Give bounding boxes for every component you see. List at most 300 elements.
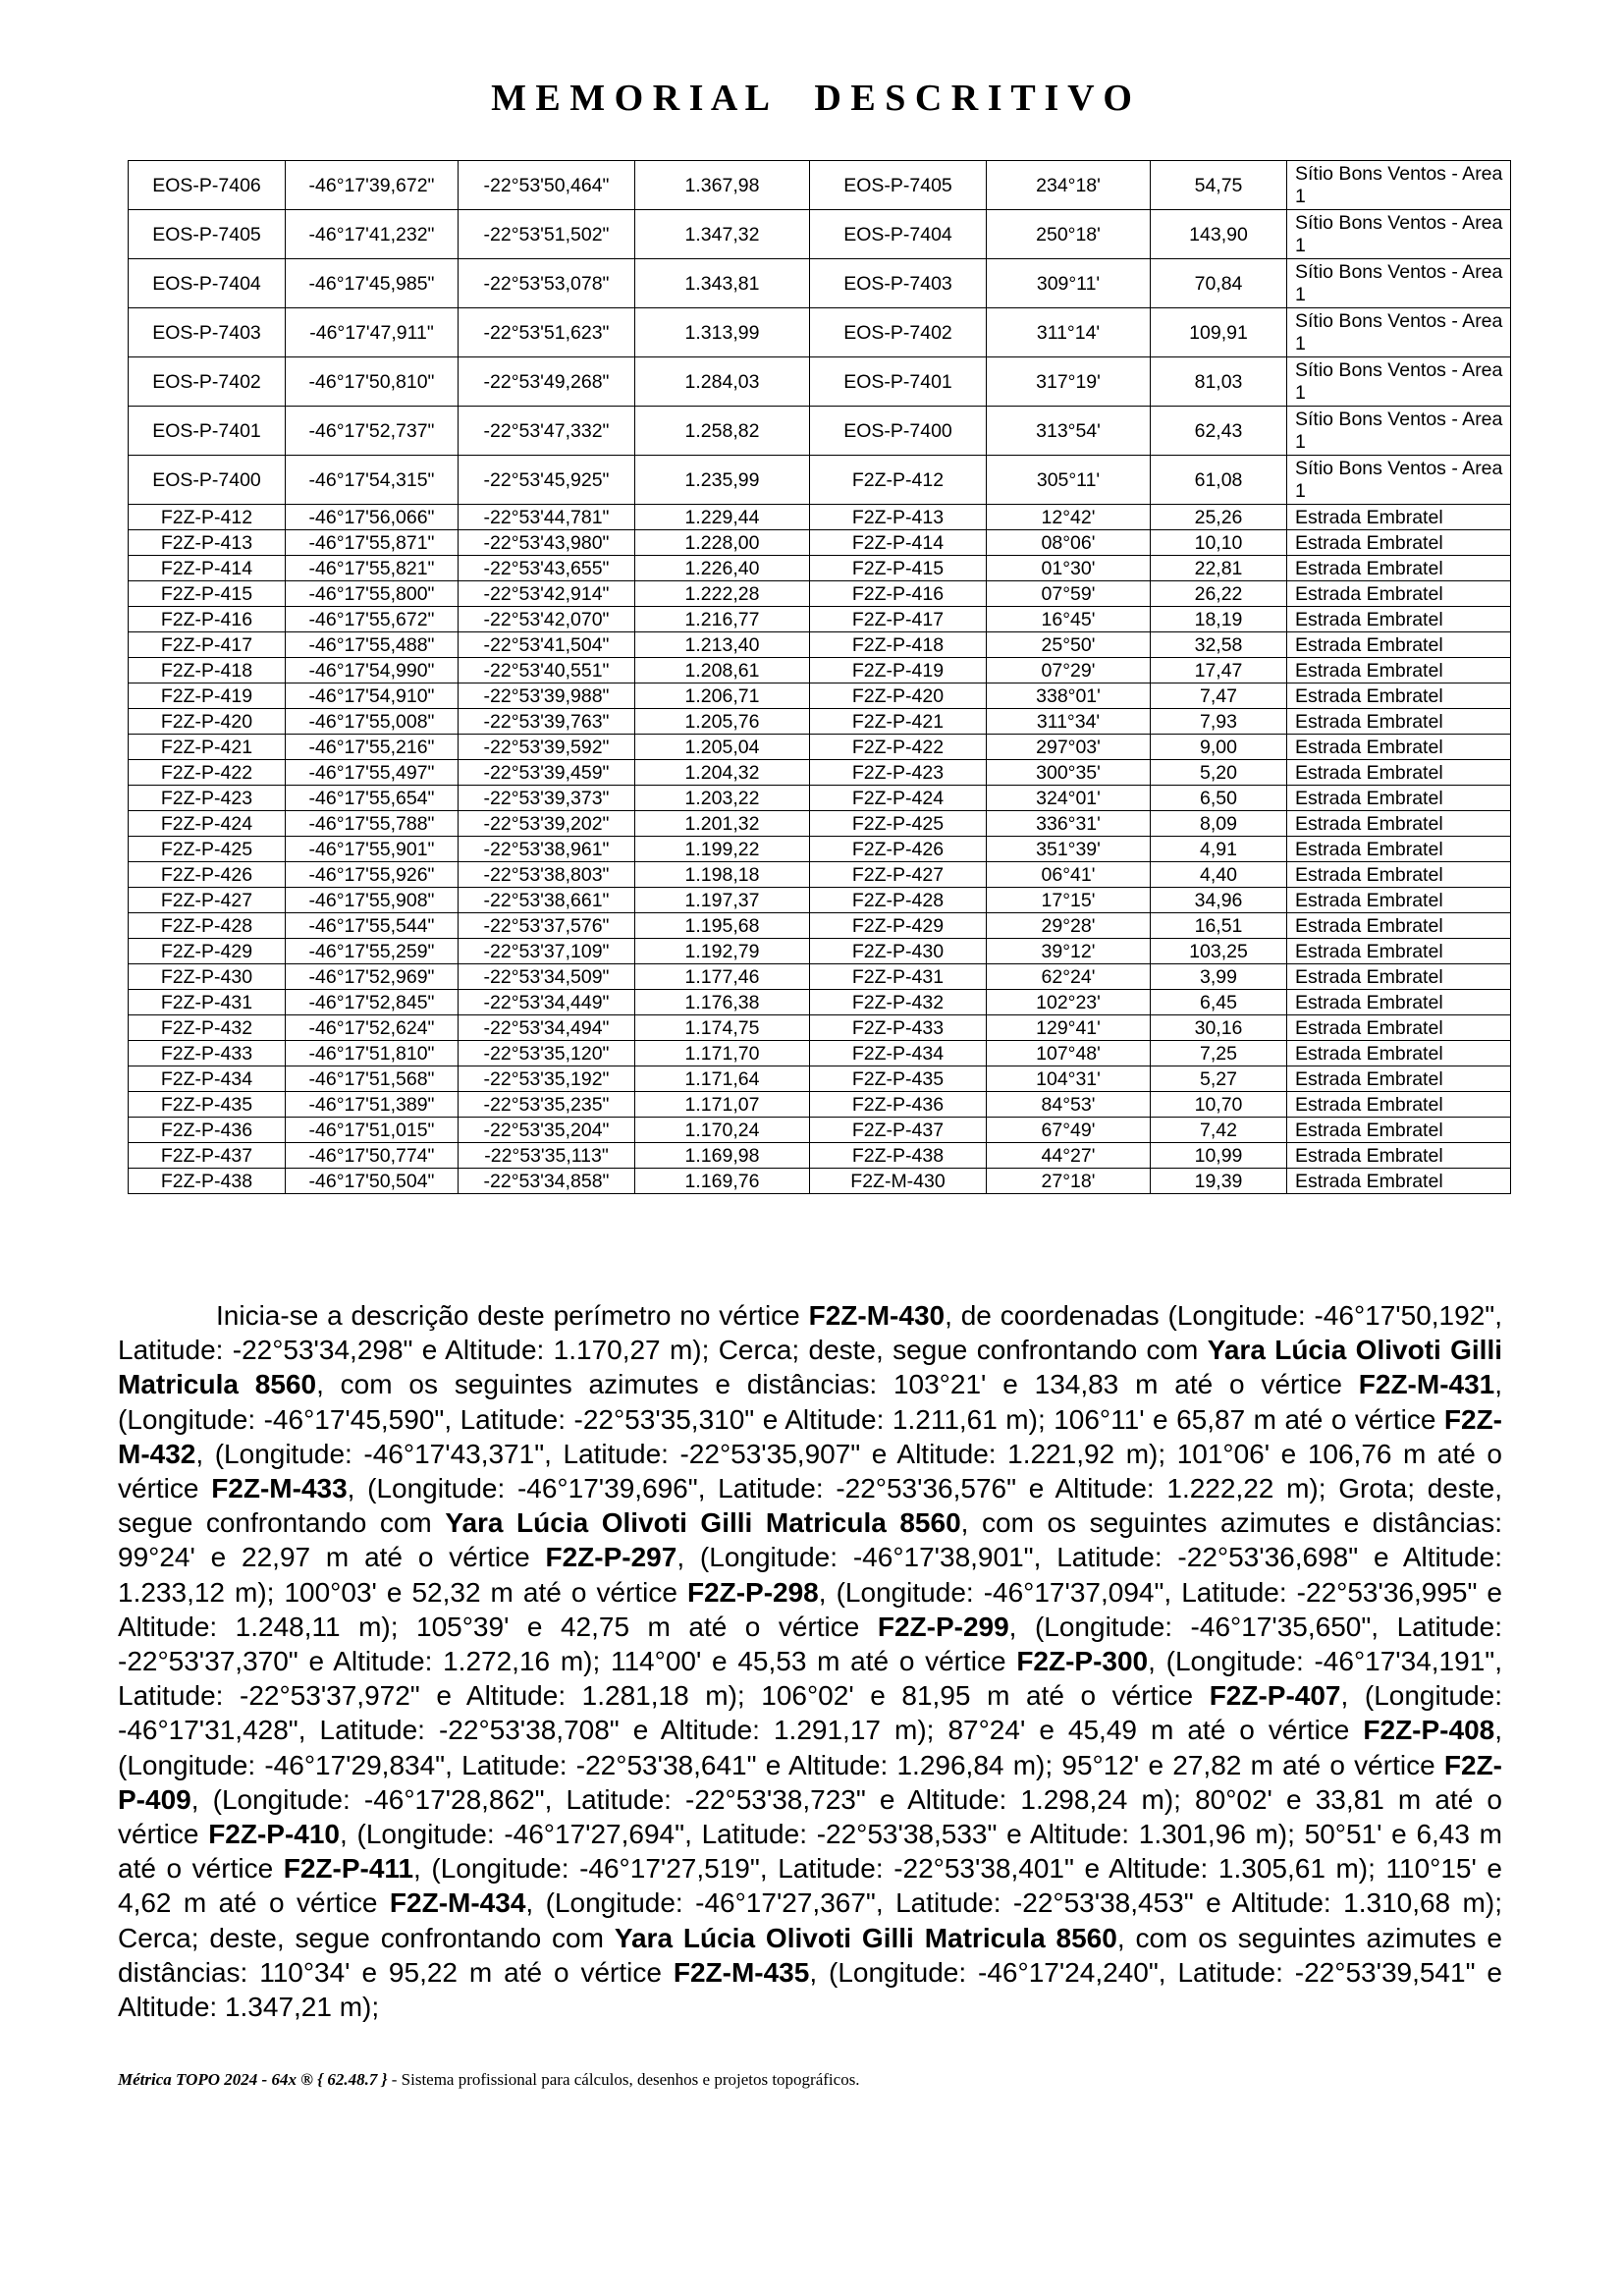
cell-confrontation: Estrada Embratel: [1287, 1118, 1511, 1143]
cell-altitude: 1.343,81: [635, 259, 810, 308]
cell-azimuth: 17°15': [987, 888, 1151, 913]
cell-vertex-code: F2Z-P-436: [129, 1118, 286, 1143]
cell-confrontation: Estrada Embratel: [1287, 888, 1511, 913]
cell-altitude: 1.284,03: [635, 357, 810, 407]
cell-latitude: -22°53'39,763": [459, 709, 635, 735]
cell-altitude: 1.171,64: [635, 1066, 810, 1092]
table-row: [129, 862, 1511, 888]
cell-distance: 22,81: [1151, 556, 1287, 581]
cell-distance: 10,99: [1151, 1143, 1287, 1169]
cell-vertex-code: F2Z-P-420: [129, 709, 286, 735]
cell-confrontation: Estrada Embratel: [1287, 1041, 1511, 1066]
cell-vertex-code: EOS-P-7402: [129, 357, 286, 407]
cell-vertex-code: F2Z-P-432: [129, 1015, 286, 1041]
cell-longitude: -46°17'54,990": [286, 658, 459, 683]
cell-altitude: 1.197,37: [635, 888, 810, 913]
cell-distance: 30,16: [1151, 1015, 1287, 1041]
table-row: [129, 556, 1511, 581]
cell-longitude: -46°17'55,926": [286, 862, 459, 888]
cell-confrontation: Estrada Embratel: [1287, 607, 1511, 632]
cell-latitude: -22°53'34,509": [459, 964, 635, 990]
table-row: [129, 357, 1511, 407]
cell-azimuth: 102°23': [987, 990, 1151, 1015]
cell-next-vertex: F2Z-P-431: [810, 964, 987, 990]
cell-longitude: -46°17'55,259": [286, 939, 459, 964]
cell-confrontation: Estrada Embratel: [1287, 990, 1511, 1015]
cell-azimuth: 336°31': [987, 811, 1151, 837]
cell-next-vertex: F2Z-P-430: [810, 939, 987, 964]
cell-next-vertex: EOS-P-7403: [810, 259, 987, 308]
cell-altitude: 1.195,68: [635, 913, 810, 939]
cell-next-vertex: EOS-P-7404: [810, 210, 987, 259]
cell-next-vertex: F2Z-P-412: [810, 456, 987, 505]
cell-distance: 4,40: [1151, 862, 1287, 888]
cell-latitude: -22°53'34,449": [459, 990, 635, 1015]
cell-latitude: -22°53'45,925": [459, 456, 635, 505]
cell-distance: 8,09: [1151, 811, 1287, 837]
cell-distance: 7,47: [1151, 683, 1287, 709]
cell-altitude: 1.204,32: [635, 760, 810, 786]
cell-distance: 81,03: [1151, 357, 1287, 407]
cell-confrontation: Sítio Bons Ventos - Area 1: [1287, 456, 1511, 505]
cell-confrontation: Sítio Bons Ventos - Area 1: [1287, 259, 1511, 308]
cell-confrontation: Sítio Bons Ventos - Area 1: [1287, 161, 1511, 210]
cell-vertex-code: F2Z-P-426: [129, 862, 286, 888]
description-text: , (Longitude: -46°17'31,428", Latitude: -22°53'38,708" e Altitude: 1.291,17 m); 87°24' e 45,49 m até o vértice: [118, 1680, 1502, 1746]
cell-azimuth: 25°50': [987, 632, 1151, 658]
cell-vertex-code: EOS-P-7404: [129, 259, 286, 308]
footer: [118, 2070, 1512, 2090]
cell-longitude: -46°17'51,810": [286, 1041, 459, 1066]
description-text: , de coordenadas (Longitude: -46°17'50,192", Latitude: -22°53'34,298" e Altitude: 1.170,27 m); Cerca; deste, segue confrontando com: [118, 1300, 1502, 1366]
description-highlight: F2Z-P-300: [1016, 1646, 1149, 1677]
cell-next-vertex: F2Z-P-419: [810, 658, 987, 683]
cell-latitude: -22°53'42,070": [459, 607, 635, 632]
cell-distance: 25,26: [1151, 505, 1287, 530]
cell-longitude: -46°17'55,871": [286, 530, 459, 556]
cell-azimuth: 07°59': [987, 581, 1151, 607]
cell-longitude: -46°17'51,015": [286, 1118, 459, 1143]
cell-azimuth: 317°19': [987, 357, 1151, 407]
cell-vertex-code: F2Z-P-435: [129, 1092, 286, 1118]
cell-azimuth: 39°12': [987, 939, 1151, 964]
description-text: , (Longitude: -46°17'27,694", Latitude: -22°53'38,533" e Altitude: 1.301,96 m); 50°51' e 6,43 m até o vértice: [118, 1819, 1502, 1885]
description-highlight: F2Z-M-432: [118, 1403, 1502, 1469]
description-text: , (Longitude: -46°17'34,191", Latitude: -22°53'37,972" e Altitude: 1.281,18 m); 106°02' e 81,95 m até o vértice: [118, 1646, 1502, 1712]
cell-vertex-code: F2Z-P-423: [129, 786, 286, 811]
cell-vertex-code: F2Z-P-414: [129, 556, 286, 581]
cell-longitude: -46°17'54,910": [286, 683, 459, 709]
table-row: [129, 161, 1511, 210]
cell-longitude: -46°17'56,066": [286, 505, 459, 530]
cell-latitude: -22°53'39,373": [459, 786, 635, 811]
cell-latitude: -22°53'47,332": [459, 407, 635, 456]
cell-longitude: -46°17'55,008": [286, 709, 459, 735]
cell-confrontation: Estrada Embratel: [1287, 862, 1511, 888]
cell-distance: 7,25: [1151, 1041, 1287, 1066]
table-row: [129, 1041, 1511, 1066]
cell-azimuth: 305°11': [987, 456, 1151, 505]
table-row: [129, 1169, 1511, 1194]
cell-next-vertex: F2Z-P-433: [810, 1015, 987, 1041]
cell-azimuth: 107°48': [987, 1041, 1151, 1066]
cell-next-vertex: F2Z-P-415: [810, 556, 987, 581]
cell-vertex-code: EOS-P-7403: [129, 308, 286, 357]
cell-altitude: 1.208,61: [635, 658, 810, 683]
cell-azimuth: 250°18': [987, 210, 1151, 259]
cell-next-vertex: F2Z-P-420: [810, 683, 987, 709]
table-row: [129, 1015, 1511, 1041]
cell-longitude: -46°17'55,788": [286, 811, 459, 837]
cell-azimuth: 62°24': [987, 964, 1151, 990]
cell-azimuth: 129°41': [987, 1015, 1151, 1041]
cell-next-vertex: F2Z-P-416: [810, 581, 987, 607]
cell-latitude: -22°53'39,988": [459, 683, 635, 709]
cell-longitude: -46°17'51,389": [286, 1092, 459, 1118]
cell-vertex-code: EOS-P-7401: [129, 407, 286, 456]
cell-distance: 10,70: [1151, 1092, 1287, 1118]
cell-longitude: -46°17'52,624": [286, 1015, 459, 1041]
table-row: [129, 259, 1511, 308]
cell-altitude: 1.228,00: [635, 530, 810, 556]
cell-confrontation: Estrada Embratel: [1287, 1066, 1511, 1092]
cell-latitude: -22°53'41,504": [459, 632, 635, 658]
cell-altitude: 1.313,99: [635, 308, 810, 357]
cell-azimuth: 297°03': [987, 735, 1151, 760]
table-row: [129, 456, 1511, 505]
cell-latitude: -22°53'40,551": [459, 658, 635, 683]
cell-latitude: -22°53'37,576": [459, 913, 635, 939]
description-text: , (Longitude: -46°17'43,371", Latitude: -22°53'35,907" e Altitude: 1.221,92 m); 101°06' e 106,76 m até o vértice: [118, 1438, 1502, 1504]
cell-distance: 5,27: [1151, 1066, 1287, 1092]
cell-next-vertex: EOS-P-7401: [810, 357, 987, 407]
cell-altitude: 1.205,76: [635, 709, 810, 735]
cell-confrontation: Estrada Embratel: [1287, 760, 1511, 786]
cell-azimuth: 338°01': [987, 683, 1151, 709]
cell-next-vertex: F2Z-P-414: [810, 530, 987, 556]
description-highlight: F2Z-P-407: [1209, 1680, 1341, 1712]
table-row: [129, 837, 1511, 862]
cell-confrontation: Sítio Bons Ventos - Area 1: [1287, 308, 1511, 357]
cell-azimuth: 300°35': [987, 760, 1151, 786]
cell-next-vertex: F2Z-P-413: [810, 505, 987, 530]
cell-latitude: -22°53'35,235": [459, 1092, 635, 1118]
cell-next-vertex: F2Z-P-428: [810, 888, 987, 913]
cell-longitude: -46°17'45,985": [286, 259, 459, 308]
cell-azimuth: 324°01': [987, 786, 1151, 811]
cell-vertex-code: EOS-P-7400: [129, 456, 286, 505]
description-highlight: Yara Lúcia Olivoti Gilli Matricula 8560: [614, 1922, 1117, 1953]
cell-longitude: -46°17'55,908": [286, 888, 459, 913]
cell-latitude: -22°53'43,655": [459, 556, 635, 581]
cell-confrontation: Sítio Bons Ventos - Area 1: [1287, 210, 1511, 259]
description-highlight: Yara Lúcia Olivoti Gilli Matricula 8560: [118, 1335, 1503, 1400]
description-text: , (Longitude: -46°17'45,590", Latitude: -22°53'35,310" e Altitude: 1.211,61 m); 106°11' e 65,87 m até o vértice: [118, 1369, 1503, 1435]
description-highlight: F2Z-M-431: [1358, 1369, 1495, 1400]
cell-confrontation: Sítio Bons Ventos - Area 1: [1287, 407, 1511, 456]
cell-confrontation: Estrada Embratel: [1287, 1169, 1511, 1194]
cell-altitude: 1.226,40: [635, 556, 810, 581]
cell-azimuth: 44°27': [987, 1143, 1151, 1169]
table-row: [129, 760, 1511, 786]
cell-longitude: -46°17'52,969": [286, 964, 459, 990]
cell-azimuth: 67°49': [987, 1118, 1151, 1143]
description-text: Inicia-se a descrição deste perímetro no vértice: [216, 1300, 809, 1331]
cell-altitude: 1.177,46: [635, 964, 810, 990]
table-row: [129, 632, 1511, 658]
description-text: , com os seguintes azimutes e distâncias: 103°21' e 134,83 m até o vértice: [316, 1369, 1359, 1400]
table-row: [129, 811, 1511, 837]
cell-distance: 16,51: [1151, 913, 1287, 939]
cell-distance: 7,42: [1151, 1118, 1287, 1143]
cell-latitude: -22°53'42,914": [459, 581, 635, 607]
cell-latitude: -22°53'34,494": [459, 1015, 635, 1041]
table-row: [129, 407, 1511, 456]
cell-altitude: 1.169,98: [635, 1143, 810, 1169]
cell-confrontation: Sítio Bons Ventos - Area 1: [1287, 357, 1511, 407]
cell-latitude: -22°53'39,459": [459, 760, 635, 786]
cell-next-vertex: EOS-P-7400: [810, 407, 987, 456]
cell-latitude: -22°53'50,464": [459, 161, 635, 210]
table-row: [129, 735, 1511, 760]
cell-vertex-code: F2Z-P-437: [129, 1143, 286, 1169]
cell-distance: 6,45: [1151, 990, 1287, 1015]
cell-vertex-code: EOS-P-7405: [129, 210, 286, 259]
cell-azimuth: 309°11': [987, 259, 1151, 308]
cell-longitude: -46°17'55,216": [286, 735, 459, 760]
description-highlight: F2Z-M-433: [211, 1473, 348, 1504]
cell-azimuth: 104°31': [987, 1066, 1151, 1092]
description-highlight: F2Z-M-435: [673, 1956, 810, 1988]
cell-distance: 19,39: [1151, 1169, 1287, 1194]
cell-vertex-code: F2Z-P-418: [129, 658, 286, 683]
cell-altitude: 1.216,77: [635, 607, 810, 632]
cell-altitude: 1.229,44: [635, 505, 810, 530]
cell-vertex-code: F2Z-P-416: [129, 607, 286, 632]
cell-confrontation: Estrada Embratel: [1287, 786, 1511, 811]
cell-longitude: -46°17'50,810": [286, 357, 459, 407]
cell-altitude: 1.171,70: [635, 1041, 810, 1066]
cell-next-vertex: F2Z-M-430: [810, 1169, 987, 1194]
table-row: [129, 581, 1511, 607]
cell-next-vertex: F2Z-P-423: [810, 760, 987, 786]
table-row: [129, 1143, 1511, 1169]
cell-vertex-code: F2Z-P-431: [129, 990, 286, 1015]
description-highlight: F2Z-P-408: [1363, 1715, 1495, 1746]
table-row: [129, 308, 1511, 357]
table-row: [129, 1066, 1511, 1092]
cell-next-vertex: F2Z-P-429: [810, 913, 987, 939]
cell-next-vertex: F2Z-P-432: [810, 990, 987, 1015]
cell-altitude: 1.201,32: [635, 811, 810, 837]
cell-longitude: -46°17'52,845": [286, 990, 459, 1015]
cell-confrontation: Estrada Embratel: [1287, 939, 1511, 964]
table-row: [129, 1118, 1511, 1143]
cell-vertex-code: F2Z-P-433: [129, 1041, 286, 1066]
cell-vertex-code: F2Z-P-422: [129, 760, 286, 786]
cell-next-vertex: EOS-P-7405: [810, 161, 987, 210]
vertex-table: [128, 160, 1511, 1194]
cell-distance: 61,08: [1151, 456, 1287, 505]
cell-azimuth: 07°29': [987, 658, 1151, 683]
cell-distance: 109,91: [1151, 308, 1287, 357]
cell-confrontation: Estrada Embratel: [1287, 837, 1511, 862]
cell-distance: 9,00: [1151, 735, 1287, 760]
cell-distance: 3,99: [1151, 964, 1287, 990]
table-row: [129, 709, 1511, 735]
cell-vertex-code: F2Z-P-429: [129, 939, 286, 964]
cell-longitude: -46°17'50,504": [286, 1169, 459, 1194]
cell-distance: 54,75: [1151, 161, 1287, 210]
cell-next-vertex: F2Z-P-425: [810, 811, 987, 837]
cell-next-vertex: F2Z-P-424: [810, 786, 987, 811]
cell-distance: 17,47: [1151, 658, 1287, 683]
cell-confrontation: Estrada Embratel: [1287, 1143, 1511, 1169]
cell-confrontation: Estrada Embratel: [1287, 530, 1511, 556]
cell-vertex-code: F2Z-P-430: [129, 964, 286, 990]
description-text: , (Longitude: -46°17'39,696", Latitude: -22°53'36,576" e Altitude: 1.222,22 m); Grota; deste, segue confrontando com: [118, 1473, 1503, 1539]
cell-altitude: 1.258,82: [635, 407, 810, 456]
table-row: [129, 913, 1511, 939]
cell-latitude: -22°53'34,858": [459, 1169, 635, 1194]
cell-confrontation: Estrada Embratel: [1287, 1092, 1511, 1118]
cell-altitude: 1.206,71: [635, 683, 810, 709]
cell-altitude: 1.176,38: [635, 990, 810, 1015]
cell-altitude: 1.174,75: [635, 1015, 810, 1041]
cell-next-vertex: F2Z-P-438: [810, 1143, 987, 1169]
description-highlight: F2Z-P-411: [283, 1853, 414, 1885]
table-row: [129, 1092, 1511, 1118]
description-highlight: Yara Lúcia Olivoti Gilli Matricula 8560: [445, 1507, 961, 1539]
table-row: [129, 939, 1511, 964]
description-text: , com os seguintes azimutes e distâncias: 99°24' e 22,97 m até o vértice: [118, 1507, 1503, 1573]
cell-latitude: -22°53'51,623": [459, 308, 635, 357]
cell-vertex-code: F2Z-P-427: [129, 888, 286, 913]
cell-latitude: -22°53'35,120": [459, 1041, 635, 1066]
table-row: [129, 683, 1511, 709]
cell-altitude: 1.203,22: [635, 786, 810, 811]
cell-longitude: -46°17'55,654": [286, 786, 459, 811]
cell-latitude: -22°53'51,502": [459, 210, 635, 259]
cell-confrontation: Estrada Embratel: [1287, 964, 1511, 990]
table-row: [129, 888, 1511, 913]
cell-azimuth: 27°18': [987, 1169, 1151, 1194]
cell-vertex-code: F2Z-P-425: [129, 837, 286, 862]
description-text: , (Longitude: -46°17'28,862", Latitude: -22°53'38,723" e Altitude: 1.298,24 m); 80°02' e 33,81 m até o vértice: [118, 1783, 1502, 1850]
cell-azimuth: 84°53': [987, 1092, 1151, 1118]
cell-latitude: -22°53'53,078": [459, 259, 635, 308]
footer-brand: Métrica TOPO 2024 - 64x ® { 62.48.7 }: [118, 2070, 388, 2089]
table-row: [129, 607, 1511, 632]
cell-distance: 6,50: [1151, 786, 1287, 811]
cell-latitude: -22°53'39,202": [459, 811, 635, 837]
description-highlight: F2Z-M-434: [389, 1887, 526, 1919]
cell-azimuth: 311°34': [987, 709, 1151, 735]
cell-confrontation: Estrada Embratel: [1287, 658, 1511, 683]
cell-next-vertex: F2Z-P-436: [810, 1092, 987, 1118]
cell-altitude: 1.192,79: [635, 939, 810, 964]
cell-next-vertex: F2Z-P-435: [810, 1066, 987, 1092]
cell-latitude: -22°53'38,661": [459, 888, 635, 913]
perimeter-description: [118, 1298, 1502, 2024]
cell-confrontation: Estrada Embratel: [1287, 709, 1511, 735]
cell-confrontation: Estrada Embratel: [1287, 683, 1511, 709]
cell-confrontation: Estrada Embratel: [1287, 505, 1511, 530]
description-text: , (Longitude: -46°17'29,834", Latitude: -22°53'38,641" e Altitude: 1.296,84 m); 95°12' e 27,82 m até o vértice: [118, 1715, 1502, 1780]
cell-longitude: -46°17'55,488": [286, 632, 459, 658]
description-text: , com os seguintes azimutes e distâncias: 110°34' e 95,22 m até o vértice: [118, 1922, 1502, 1988]
cell-altitude: 1.199,22: [635, 837, 810, 862]
cell-longitude: -46°17'54,315": [286, 456, 459, 505]
cell-vertex-code: EOS-P-7406: [129, 161, 286, 210]
cell-azimuth: 06°41': [987, 862, 1151, 888]
description-highlight: F2Z-P-298: [686, 1576, 819, 1608]
table-row: [129, 990, 1511, 1015]
cell-altitude: 1.170,24: [635, 1118, 810, 1143]
cell-confrontation: Estrada Embratel: [1287, 632, 1511, 658]
cell-vertex-code: F2Z-P-419: [129, 683, 286, 709]
cell-confrontation: Estrada Embratel: [1287, 556, 1511, 581]
cell-distance: 103,25: [1151, 939, 1287, 964]
cell-next-vertex: F2Z-P-422: [810, 735, 987, 760]
cell-azimuth: 01°30': [987, 556, 1151, 581]
cell-vertex-code: F2Z-P-424: [129, 811, 286, 837]
cell-confrontation: Estrada Embratel: [1287, 581, 1511, 607]
cell-latitude: -22°53'35,204": [459, 1118, 635, 1143]
table-row: [129, 658, 1511, 683]
cell-distance: 5,20: [1151, 760, 1287, 786]
cell-latitude: -22°53'44,781": [459, 505, 635, 530]
description-text: , (Longitude: -46°17'37,094", Latitude: -22°53'36,995" e Altitude: 1.248,11 m); 105°39' e 42,75 m até o vértice: [118, 1576, 1502, 1642]
cell-distance: 62,43: [1151, 407, 1287, 456]
description-highlight: F2Z-P-410: [208, 1819, 341, 1850]
table-row: [129, 505, 1511, 530]
cell-azimuth: 351°39': [987, 837, 1151, 862]
cell-latitude: -22°53'49,268": [459, 357, 635, 407]
cell-altitude: 1.347,32: [635, 210, 810, 259]
cell-next-vertex: F2Z-P-426: [810, 837, 987, 862]
cell-distance: 32,58: [1151, 632, 1287, 658]
cell-longitude: -46°17'39,672": [286, 161, 459, 210]
document-title: M E M O R I A L D E S C R I T I V O: [491, 78, 1132, 119]
cell-next-vertex: F2Z-P-421: [810, 709, 987, 735]
cell-longitude: -46°17'47,911": [286, 308, 459, 357]
cell-confrontation: Estrada Embratel: [1287, 811, 1511, 837]
cell-latitude: -22°53'35,192": [459, 1066, 635, 1092]
cell-vertex-code: F2Z-P-412: [129, 505, 286, 530]
cell-longitude: -46°17'50,774": [286, 1143, 459, 1169]
cell-latitude: -22°53'38,803": [459, 862, 635, 888]
description-text: , (Longitude: -46°17'38,901", Latitude: -22°53'36,698" e Altitude: 1.233,12 m); 100°03' e 52,32 m até o vértice: [118, 1542, 1503, 1608]
cell-longitude: -46°17'55,800": [286, 581, 459, 607]
table-row: [129, 964, 1511, 990]
cell-distance: 34,96: [1151, 888, 1287, 913]
cell-azimuth: 16°45': [987, 607, 1151, 632]
cell-azimuth: 234°18': [987, 161, 1151, 210]
description-text: , (Longitude: -46°17'35,650", Latitude: -22°53'37,370" e Altitude: 1.272,16 m); 114°00' e 45,53 m até o vértice: [118, 1611, 1502, 1677]
cell-longitude: -46°17'51,568": [286, 1066, 459, 1092]
table-row: [129, 530, 1511, 556]
cell-next-vertex: EOS-P-7402: [810, 308, 987, 357]
footer-text: - Sistema profissional para cálculos, desenhos e projetos topográficos.: [387, 2070, 860, 2089]
cell-distance: 7,93: [1151, 709, 1287, 735]
cell-altitude: 1.235,99: [635, 456, 810, 505]
cell-altitude: 1.205,04: [635, 735, 810, 760]
cell-longitude: -46°17'55,497": [286, 760, 459, 786]
cell-longitude: -46°17'41,232": [286, 210, 459, 259]
cell-azimuth: 29°28': [987, 913, 1151, 939]
cell-vertex-code: F2Z-P-415: [129, 581, 286, 607]
